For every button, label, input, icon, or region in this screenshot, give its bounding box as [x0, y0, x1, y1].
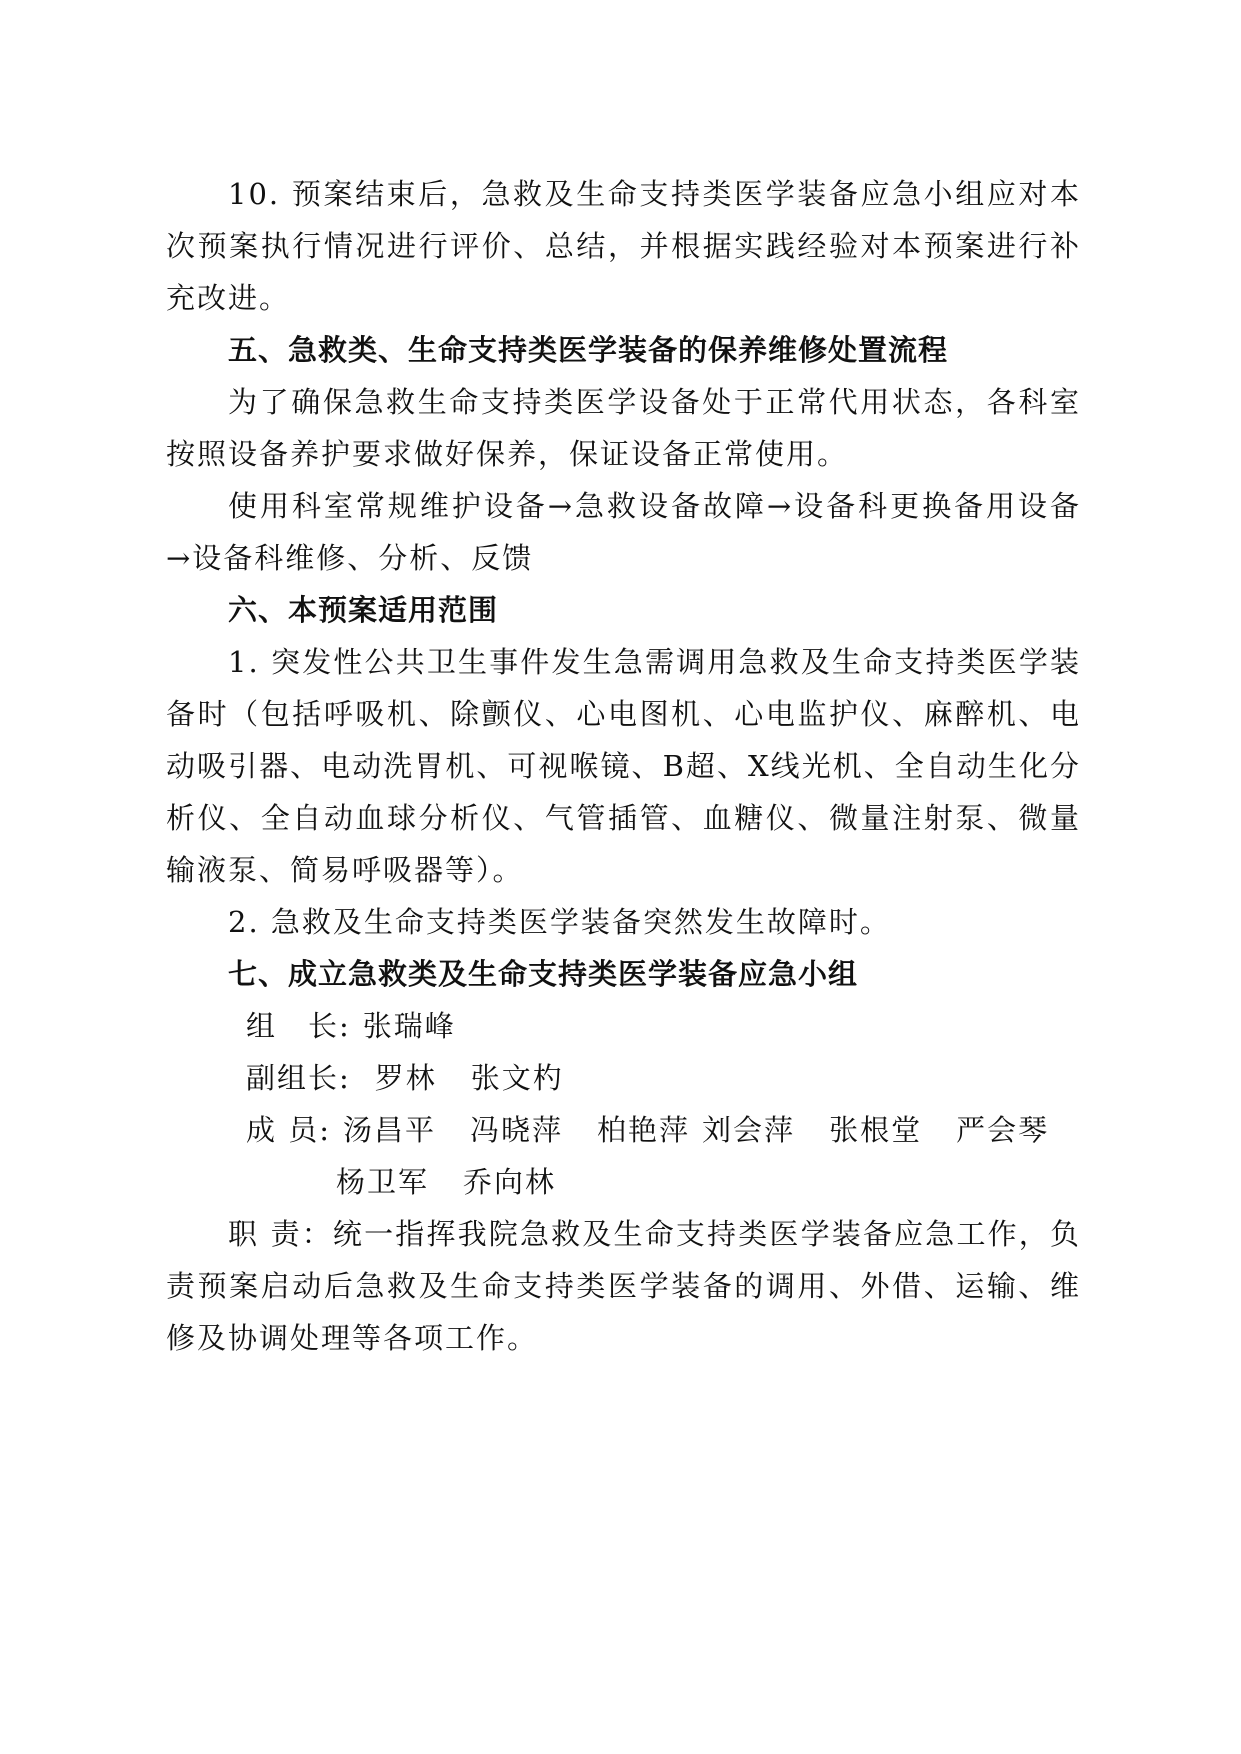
section-7-heading: 七、成立急救类及生命支持类医学装备应急小组: [228, 957, 859, 991]
leader-label: 组 长:: [246, 1009, 351, 1043]
scope-item-2: 2. 急救及生命支持类医学装备突然发生故障时。: [228, 905, 891, 939]
member-name: 杨卫军: [336, 1165, 430, 1199]
members-line-continued: [166, 1156, 1081, 1208]
member-name: 张根堂: [829, 1113, 923, 1147]
section-5-paragraph: 为了确保急救生命支持类医学设备处于正常代用状态，各科室按照设备养护要求做好保养，保证设备正常使用。: [166, 385, 1081, 471]
member-name: 冯晓萍: [470, 1113, 564, 1147]
paragraph-item-10: 10. 预案结束后，急救及生命支持类医学装备应急小组应对本次预案执行情况进行评价、总结，并根据实践经验对本预案进行补充改进。: [166, 177, 1081, 315]
member-name: 汤昌平: [343, 1113, 437, 1147]
deputy-label: 副组长:: [246, 1061, 351, 1095]
deputy-line: [166, 1052, 1081, 1104]
deputy-name: 张文杓: [470, 1061, 564, 1095]
members-label: 成 员:: [246, 1113, 331, 1147]
maintenance-flow: 使用科室常规维护设备→急救设备故障→设备科更换备用设备→设备科维修、分析、反馈: [166, 489, 1081, 575]
leader-name: 张瑞峰: [362, 1009, 456, 1043]
member-name: 刘会萍: [702, 1113, 796, 1147]
deputy-name: 罗林: [374, 1061, 437, 1095]
duties-paragraph: 职 责：统一指挥我院急救及生命支持类医学装备应急工作，负责预案启动后急救及生命支持类医学装备的调用、外借、运输、维修及协调处理等各项工作。: [166, 1217, 1081, 1355]
member-name: 严会琴: [956, 1113, 1050, 1147]
section-5-heading: 五、急救类、生命支持类医学装备的保养维修处置流程: [228, 333, 949, 367]
scope-item-1: 1. 突发性公共卫生事件发生急需调用急救及生命支持类医学装备时（包括呼吸机、除颤仪、心电图机、心电监护仪、麻醉机、电动吸引器、电动洗胃机、可视喉镜、B超、X线光机、全自动生化分析仪、全自动血球分析仪、气管插管、血糖仪、微量注射泵、微量输液泵、简易呼吸器等）。: [166, 645, 1081, 887]
leader-line: [166, 1000, 1081, 1052]
member-name: 乔向林: [463, 1165, 557, 1199]
member-name: 柏艳萍: [597, 1113, 691, 1147]
document-body: [166, 168, 1081, 1364]
members-line: [166, 1104, 1081, 1156]
section-6-heading: 六、本预案适用范围: [228, 593, 499, 627]
